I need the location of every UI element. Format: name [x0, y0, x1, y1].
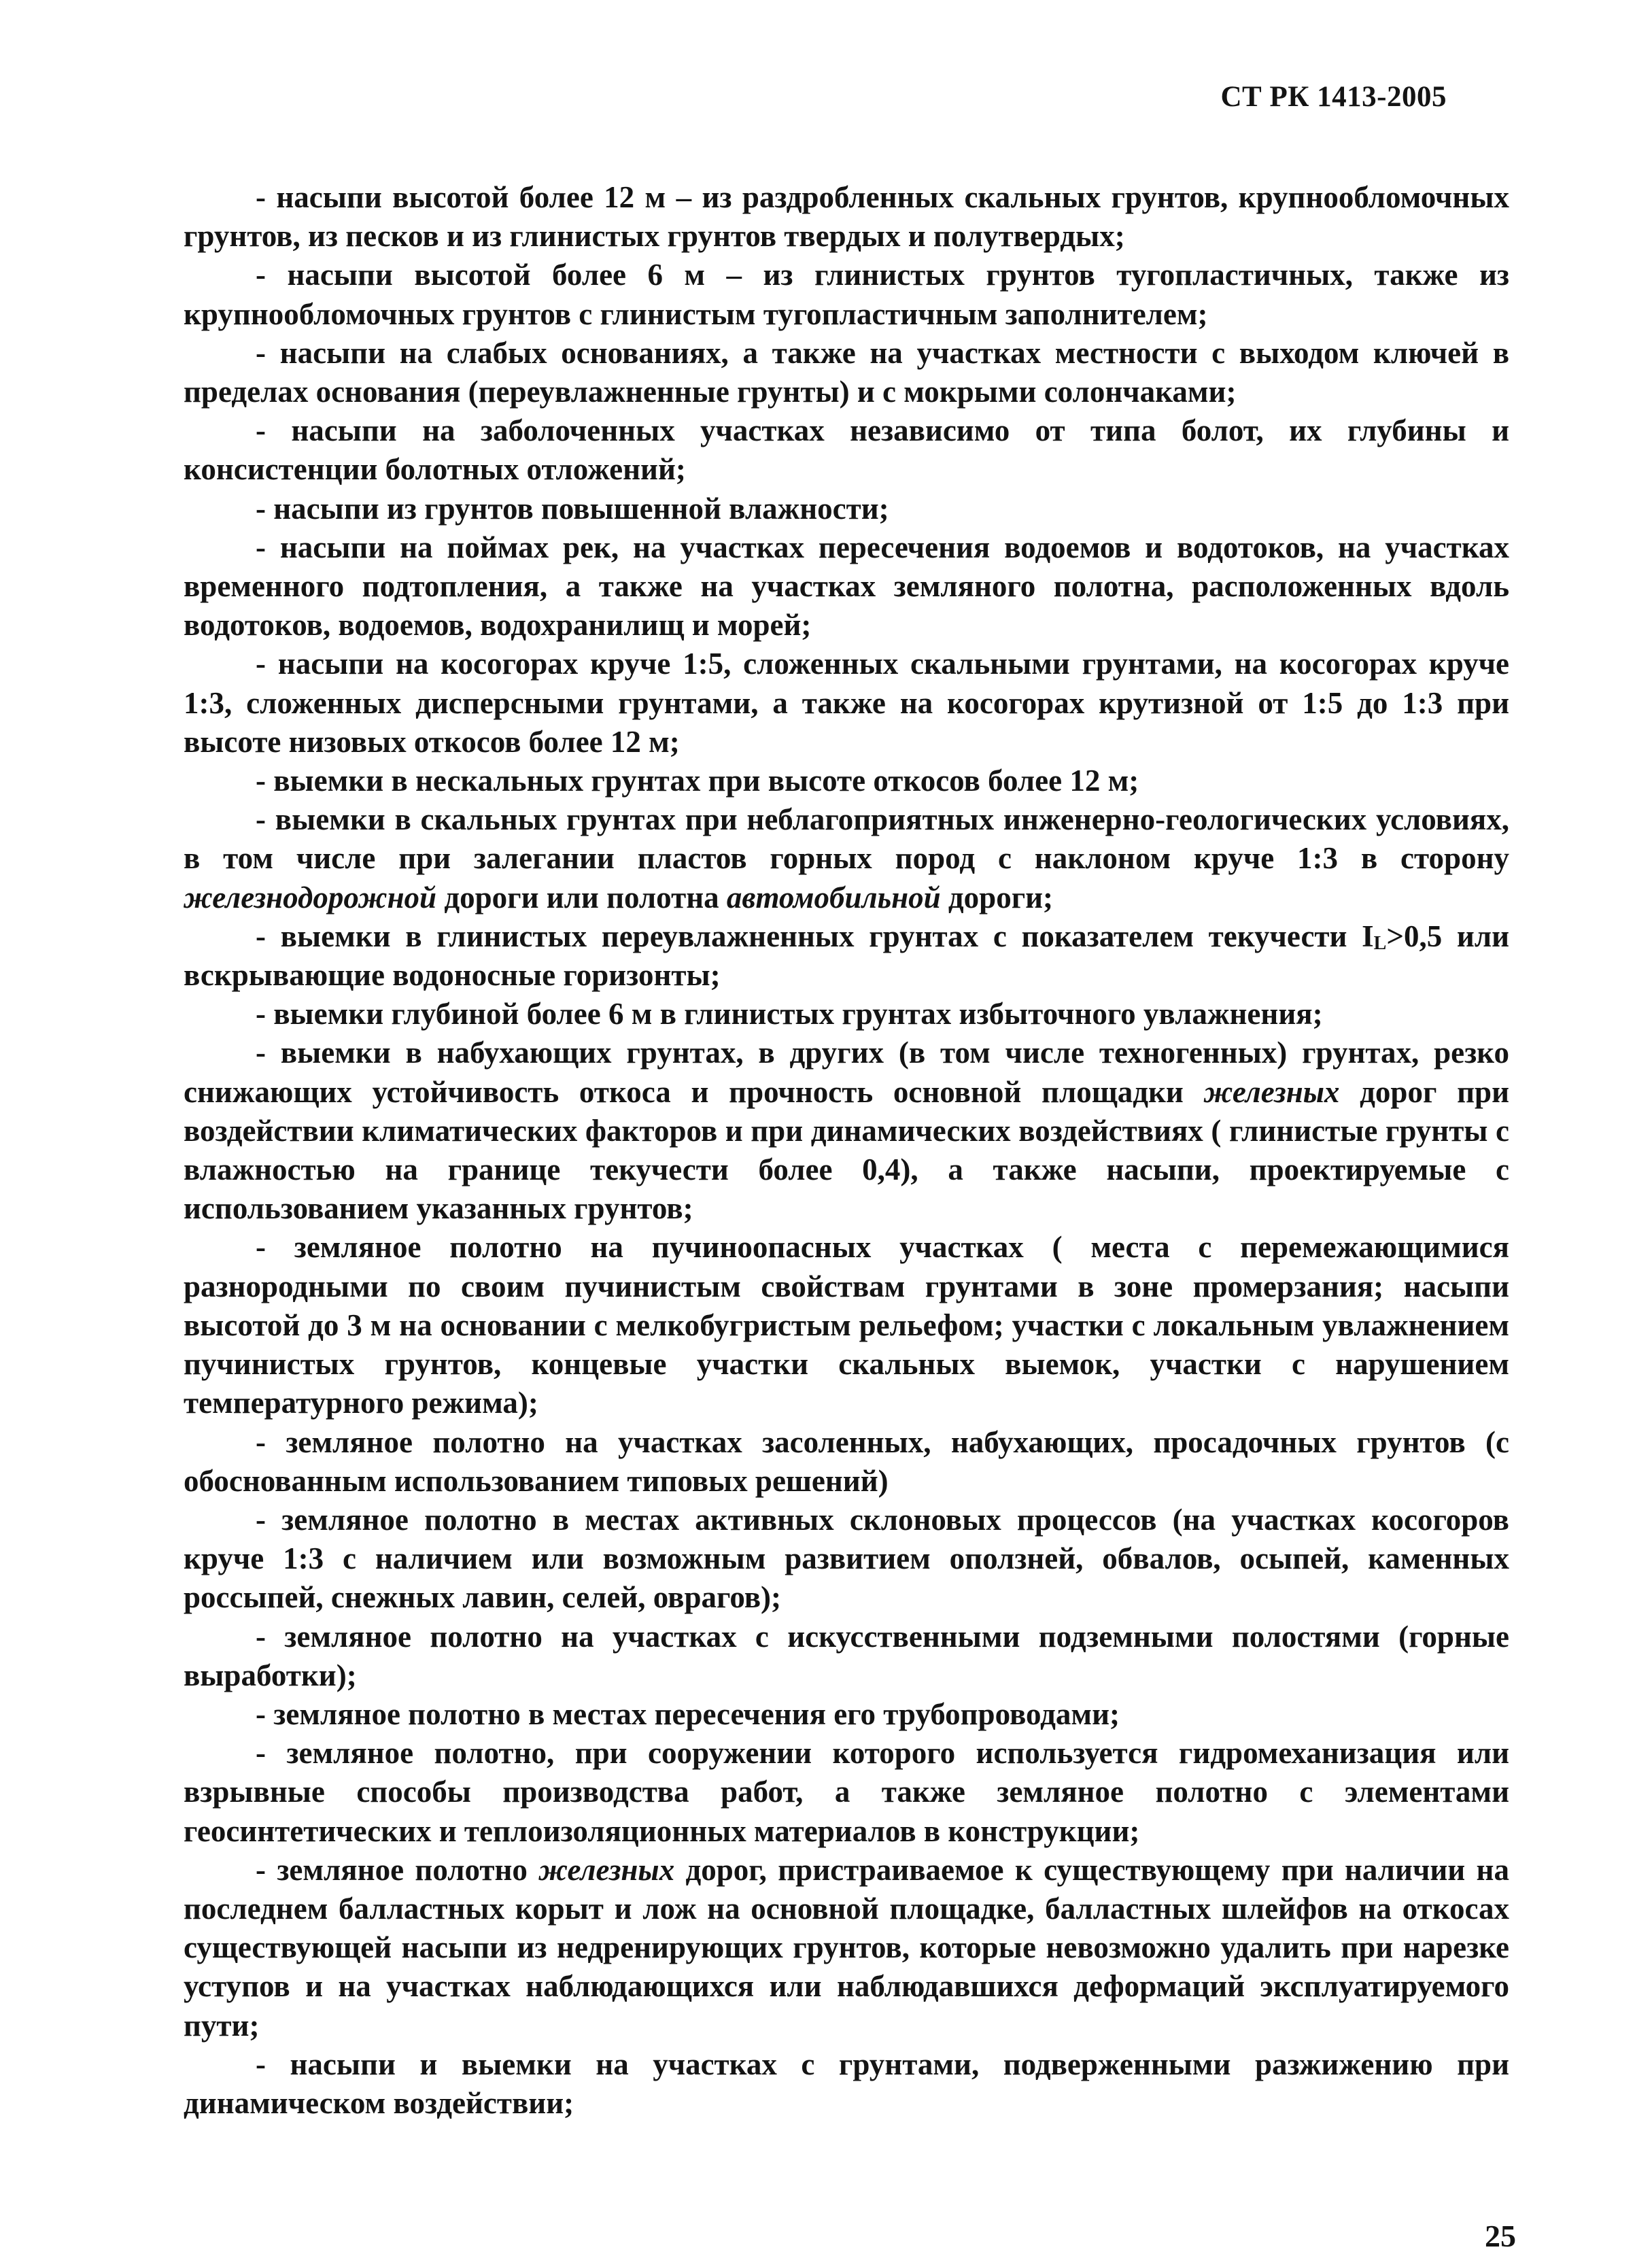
document-code-header: СТ РК 1413-2005: [1220, 81, 1447, 113]
paragraph-text: - выемки в нескальных грунтах при высоте откосов более 12 м;: [256, 764, 1139, 798]
list-item-paragraph: [184, 1618, 1509, 1695]
list-item-paragraph: [184, 178, 1509, 256]
paragraph-text: - насыпи на косогорах круче 1:5, сложенных скальными грунтами, на косогорах круче 1:3, сложенных дисперсными грунтами, а также на косогорах крутизной от 1:5 до 1:3 при высоте низовых откосов более 12 м;: [184, 647, 1509, 759]
paragraph-text: - земляное полотно: [256, 1852, 539, 1887]
list-item-paragraph: [184, 762, 1509, 800]
paragraph-text: - насыпи из грунтов повышенной влажности;: [256, 491, 889, 526]
list-item-paragraph: [184, 995, 1509, 1034]
paragraph-text: - насыпи высотой более 12 м – из раздробленных скальных грунтов, крупнообломочных грунтов, из песков и из глинистых грунтов твердых и полутвердых;: [184, 180, 1509, 254]
paragraph-text: - насыпи высотой более 6 м – из глинистых грунтов тугопластичных, также из крупнообломочных грунтов с глинистым тугопластичным заполнителем;: [184, 258, 1509, 331]
italic-text: железных: [538, 1852, 675, 1887]
list-item-paragraph: [184, 1228, 1509, 1422]
list-item-paragraph: [184, 1734, 1509, 1851]
list-item-paragraph: [184, 490, 1509, 528]
paragraph-text: >0,5 или вскрывающие водоносные горизонты;: [184, 919, 1509, 993]
paragraph-text: дорог, пристраиваемое к существующему при наличии на последнем балластных корыт и лож на основной площадке, балластных шлейфов на откосах существующей насыпи из недренирующих грунтов, которые невозможно удалить при нарезке уступов и на участках наблюдающихся или наблюдавшихся деформаций эксплуатируемого пути;: [184, 1852, 1509, 2043]
paragraph-text: дорог при воздействии климатических факторов и при динамических воздействиях ( глинистые грунты с влажностью на границе текучести более 0,4), а также насыпи, проектируемые с использованием указанных грунтов;: [184, 1074, 1509, 1226]
paragraph-text: - земляное полотно на участках засоленных, набухающих, просадочных грунтов (с обоснованным использованием типовых решений): [184, 1424, 1509, 1498]
italic-text: автомобильной: [726, 880, 941, 915]
paragraph-text: - земляное полотно на участках с искусственными подземными полостями (горные выработки);: [184, 1619, 1509, 1692]
paragraph-text: - земляное полотно в местах пересечения его трубопроводами;: [256, 1696, 1120, 1731]
page-number: 25: [1485, 2219, 1516, 2253]
paragraph-text: - насыпи на слабых основаниях, а также на участках местности с выходом ключей в пределах основания (переувлажненные грунты) и с мокрыми солончаками;: [184, 335, 1509, 409]
paragraph-text: - насыпи на заболоченных участках независимо от типа болот, их глубины и консистенции болотных отложений;: [184, 413, 1509, 487]
list-item-paragraph: [184, 256, 1509, 333]
document-body: [184, 178, 1509, 2123]
paragraph-text: дороги или полотна: [436, 880, 727, 915]
list-item-paragraph: [184, 334, 1509, 411]
paragraph-text: - выемки в набухающих грунтах, в других (в том числе техногенных) грунтах, резко снижающих устойчивость откоса и прочность основной площадки: [184, 1036, 1509, 1109]
paragraph-text: - земляное полотно в местах активных склоновых процессов (на участках косогоров круче 1:3 с наличием или возможным развитием оползней, обвалов, осыпей, каменных россыпей, снежных лавин, селей, оврагов);: [184, 1502, 1509, 1615]
paragraph-text: - выемки глубиной более 6 м в глинистых грунтах избыточного увлажнения;: [256, 997, 1323, 1031]
subscript-text: L: [1373, 932, 1387, 954]
list-item-paragraph: [184, 645, 1509, 762]
paragraph-text: - земляное полотно, при сооружении которого используется гидромеханизация или взрывные способы производства работ, а также земляное полотно с элементами геосинтетических и теплоизоляционных материалов в конструкции;: [184, 1736, 1509, 1848]
list-item-paragraph: [184, 1423, 1509, 1501]
list-item-paragraph: [184, 2045, 1509, 2123]
list-item-paragraph: [184, 528, 1509, 645]
italic-text: железных: [1203, 1074, 1340, 1109]
paragraph-text: - насыпи на поймах рек, на участках пересечения водоемов и водотоков, на участках временного подтопления, а также на участках земляного полотна, расположенных вдоль водотоков, водоемов, водохранилищ и морей;: [184, 530, 1509, 643]
italic-text: железнодорожной: [184, 880, 437, 915]
list-item-paragraph: [184, 800, 1509, 917]
paragraph-text: - выемки в глинистых переувлажненных грунтах с показателем текучести I: [256, 919, 1374, 953]
paragraph-text: - земляное полотно на пучиноопасных участках ( места с перемежающимися разнородными по своим пучинистым свойствам грунтами в зоне промерзания; насыпи высотой до 3 м на основании с мелкобугристым рельефом; участки с локальным увлажнением пучинистых грунтов, концевые участки скальных выемок, участки с нарушением температурного режима);: [184, 1230, 1509, 1420]
list-item-paragraph: [184, 1501, 1509, 1618]
paragraph-text: - насыпи и выемки на участках с грунтами, подверженными разжижению при динамическом воздействии;: [184, 2047, 1509, 2120]
list-item-paragraph: [184, 411, 1509, 489]
list-item-paragraph: [184, 1034, 1509, 1228]
paragraph-text: дороги;: [940, 880, 1054, 915]
paragraph-text: - выемки в скальных грунтах при неблагоприятных инженерно-геологических условиях, в том числе при залегании пластов горных пород с наклоном круче 1:3 в сторону: [184, 802, 1509, 876]
list-item-paragraph: [184, 1851, 1509, 2045]
list-item-paragraph: [184, 917, 1509, 995]
list-item-paragraph: [184, 1695, 1509, 1734]
